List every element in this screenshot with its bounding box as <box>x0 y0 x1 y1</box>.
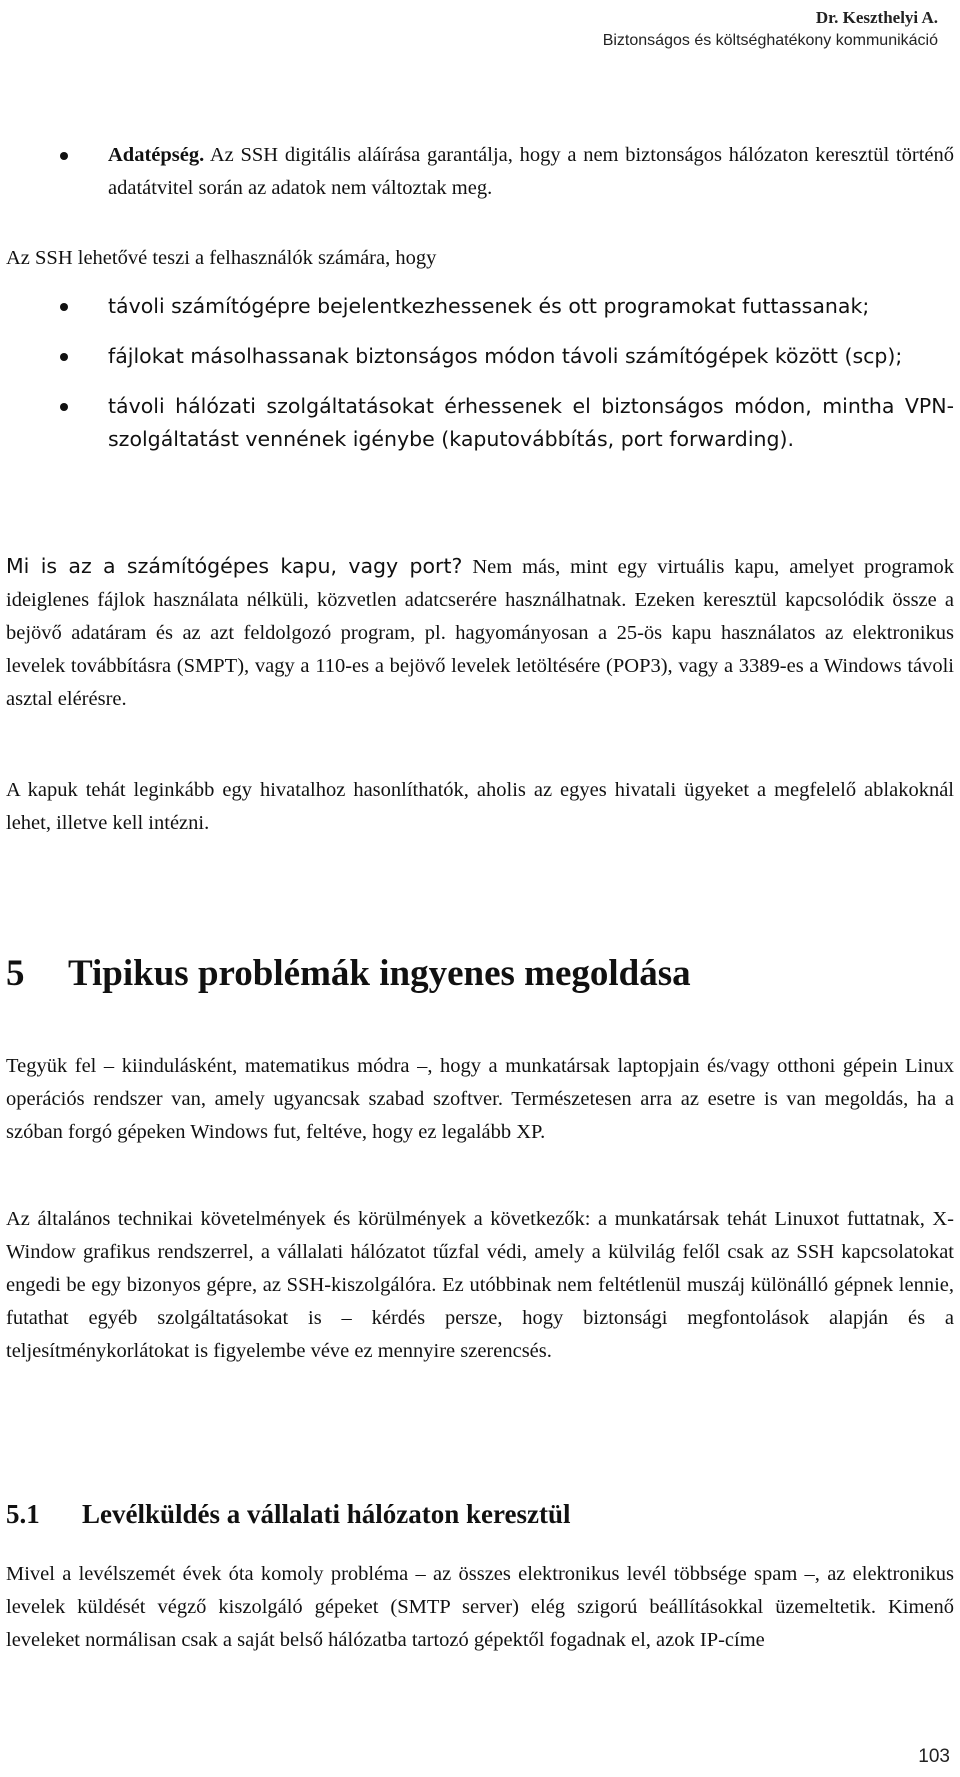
list-item <box>60 390 954 456</box>
bullet-icon <box>60 353 68 361</box>
bullet-icon <box>60 303 68 311</box>
bullet-icon <box>60 152 68 160</box>
subsection-title: Levélküldés a vállalati hálózaton keresztül <box>82 1499 571 1529</box>
header-book-title: Biztonságos és költséghatékony kommunikáció <box>602 32 938 49</box>
list-item <box>60 290 954 323</box>
bullet-icon <box>60 403 68 411</box>
intro-paragraph: Az SSH lehetővé teszi a felhasználók számára, hogy <box>6 247 437 269</box>
paragraph-port-answer: Nem más, mint egy virtuális kapu, amelyet programok ideiglenes fájlok használata nélküli, közvetlen adatcserére használhatnak. Ezeken keresztül kapcsolódik össze a bejövő adatáram és az azt feldolgozó program, pl. hagyományosan a 25-ös kapu használatos az elektronikus levelek továbbításra (SMPT), vagy a 110-es a bejövő levelek letöltésére (POP3), vagy a 3389-es a Windows távoli asztal elérésre. <box>6 556 954 710</box>
section-heading <box>6 952 691 996</box>
subsection-number: 5.1 <box>6 1499 40 1529</box>
bullet-list-ssh-uses <box>60 290 954 456</box>
list-item-text: távoli hálózati szolgáltatásokat érhessenek el biztonságos módon, mintha VPN-szolgáltatást vennének igénybe (kaputovábbítás, port forwarding). <box>108 394 954 451</box>
list-item-text: Az SSH digitális aláírása garantálja, hogy a nem biztonságos hálózaton keresztül történő adatátvitel során az adatok nem változtak meg. <box>108 144 954 199</box>
subsection-heading <box>6 1497 571 1531</box>
list-item-text: távoli számítógépre bejelentkezhessenek és ott programokat futtassanak; <box>108 294 870 318</box>
paragraph-mivel: Mivel a levélszemét évek óta komoly probléma – az összes elektronikus levél többsége spam –, az elektronikus levelek küldését végző kiszolgáló gépeket (SMTP server) elég szigorú beállításokkal üzemeltetik. Kimenő leveleket normálisan csak a saját belső hálózatba tartozó gépektől fogadnak el, azok IP-címe <box>6 1563 954 1651</box>
list-item-term: Adatépség. <box>108 144 205 166</box>
bullet-list-integrity <box>60 139 954 205</box>
section-number: 5 <box>6 953 25 994</box>
page-number: 103 <box>918 1746 950 1767</box>
list-item-text: fájlokat másolhassanak biztonságos módon távoli számítógépek között (scp); <box>108 344 903 368</box>
paragraph-altalanos: Az általános technikai követelmények és körülmények a következők: a munkatársak tehát Linuxot futtatnak, X-Window grafikus rendszerrel, a vállalati hálózatot tűzfal védi, amely a külvilág felől csak az SSH kapcsolatokat engedi be egy bizonyos gépre, az SSH-kiszolgálóra. Ez utóbbinak nem feltétlenül muszáj különálló gépnek lennie, futathat egyéb szolgáltatásokat is – kérdés persze, hogy biztonsági megfontolások alapján és a teljesítménykorlátokat is figyelembe véve ez mennyire szerencsés. <box>6 1208 954 1362</box>
header-author: Dr. Keszthelyi A. <box>815 8 938 27</box>
section-title: Tipikus problémák ingyenes megoldása <box>68 953 691 994</box>
list-item <box>60 340 954 373</box>
paragraph-hivatal: A kapuk tehát leginkább egy hivatalhoz hasonlíthatók, aholis az egyes hivatali ügyeket a megfelelő ablakoknál lehet, illetve kell intézni. <box>6 779 954 834</box>
paragraph-port-question: Mi is az a számítógépes kapu, vagy port? <box>6 554 463 578</box>
paragraph-tegyuk: Tegyük fel – kiindulásként, matematikus módra –, hogy a munkatársak laptopjain és/vagy otthoni gépein Linux operációs rendszer van, amely ugyancsak szabad szoftver. Természetesen arra az esetre is van megoldás, ha a szóban forgó gépeken Windows fut, feltéve, hogy ez legalább XP. <box>6 1055 954 1143</box>
running-head <box>603 6 938 52</box>
paragraph-port <box>6 550 954 716</box>
list-item <box>60 139 954 205</box>
